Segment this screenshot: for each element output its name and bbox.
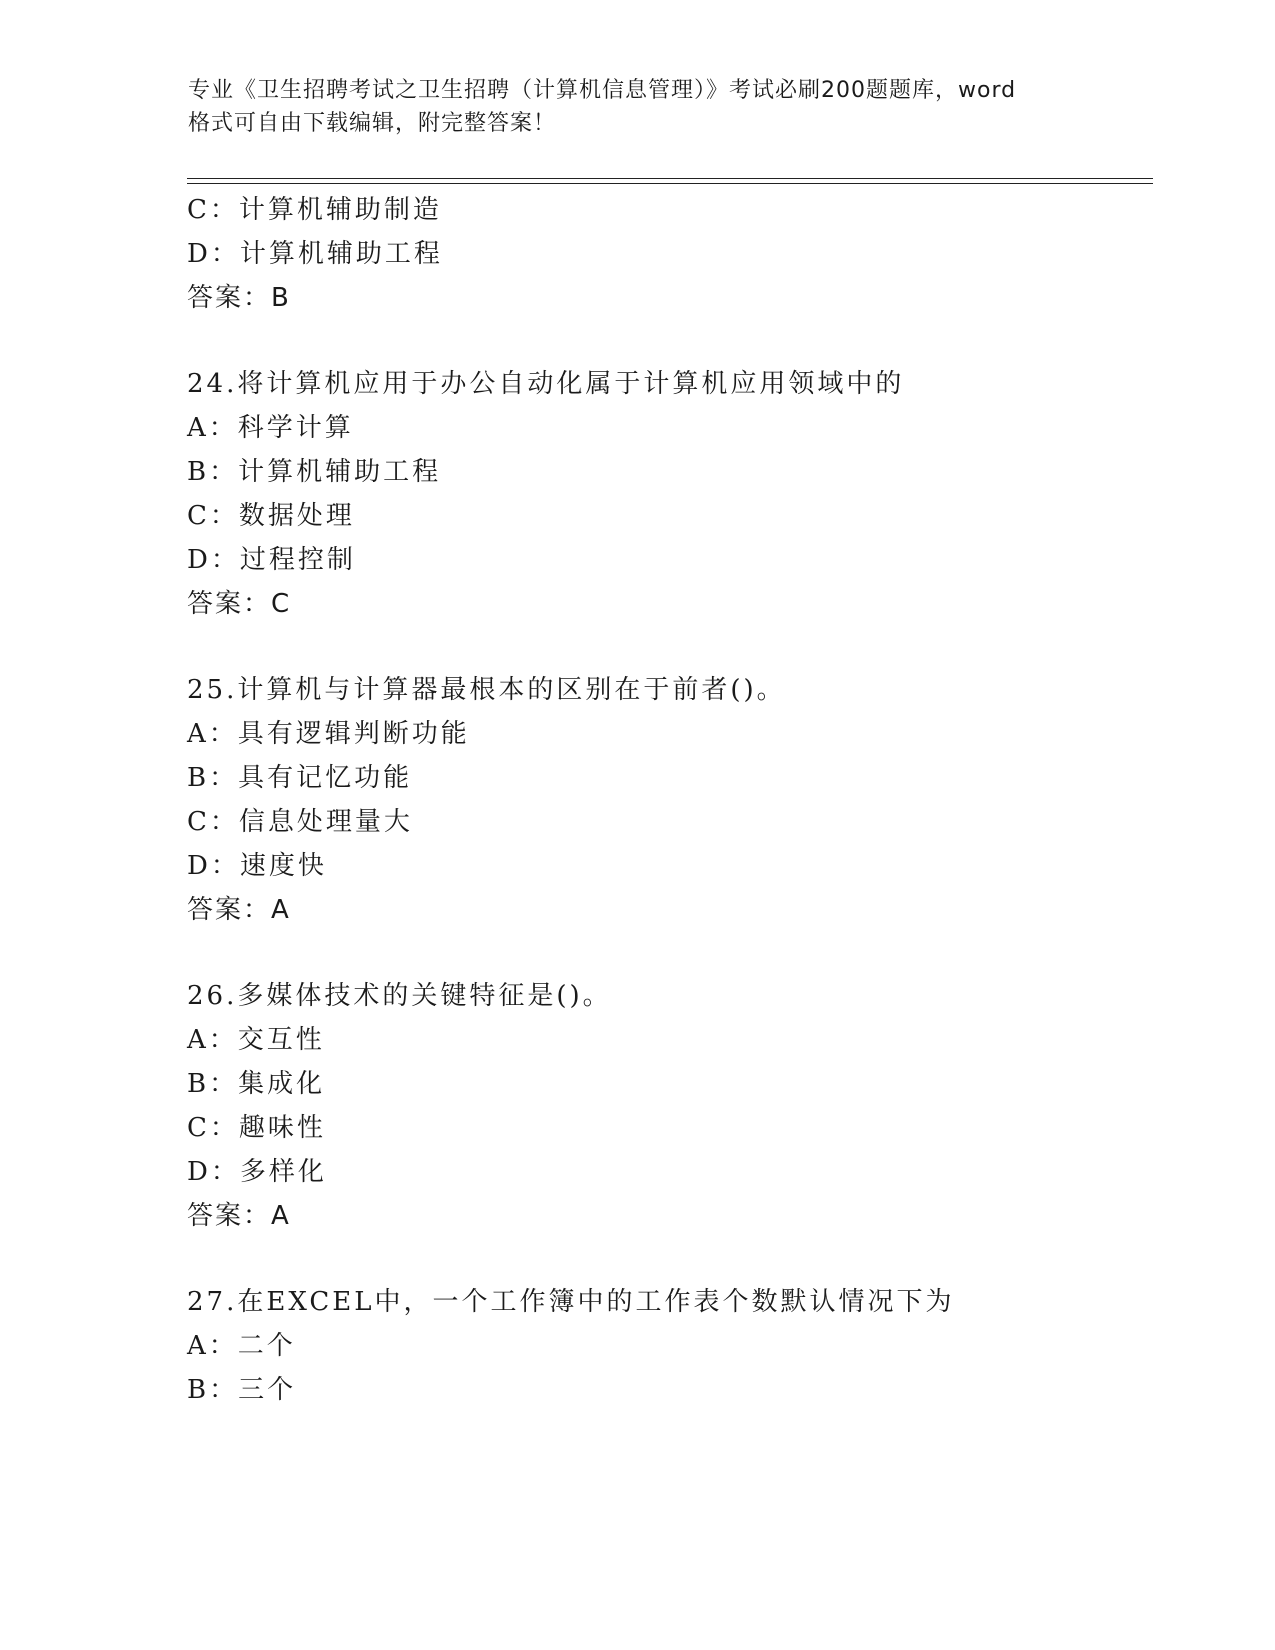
q26-option-c: C：趣味性 xyxy=(187,1113,326,1143)
header-divider-bottom xyxy=(187,183,1153,184)
q27-question: 27.在EXCEL中，一个工作簿中的工作表个数默认情况下为 xyxy=(187,1287,955,1317)
header-line-2: 格式可自由下载编辑，附完整答案！ xyxy=(188,111,557,136)
q24-option-a: A：科学计算 xyxy=(187,413,354,443)
q26-answer: 答案：A xyxy=(187,1201,291,1231)
q25-option-d: D：速度快 xyxy=(187,851,327,881)
q24-option-b: B：计算机辅助工程 xyxy=(187,457,442,487)
q25-answer: 答案：A xyxy=(187,895,291,925)
q27-option-b: B：三个 xyxy=(187,1375,297,1405)
q25-option-a: A：具有逻辑判断功能 xyxy=(187,719,470,749)
q26-question: 26.多媒体技术的关键特征是()。 xyxy=(187,981,612,1011)
q26-option-d: D：多样化 xyxy=(187,1157,327,1187)
q24-question: 24.将计算机应用于办公自动化属于计算机应用领域中的 xyxy=(187,369,905,399)
q24-option-d: D：过程控制 xyxy=(187,545,356,575)
q25-option-c: C：信息处理量大 xyxy=(187,807,413,837)
q25-question: 25.计算机与计算器最根本的区别在于前者()。 xyxy=(187,675,786,705)
header-line-1: 专业《卫生招聘考试之卫生招聘（计算机信息管理）》考试必刷200题题库，word xyxy=(188,78,1017,103)
q23-option-d: D：计算机辅助工程 xyxy=(187,239,443,269)
q25-option-b: B：具有记忆功能 xyxy=(187,763,413,793)
q24-answer: 答案：C xyxy=(187,589,292,619)
q27-option-a: A：二个 xyxy=(187,1331,296,1361)
document-header xyxy=(188,74,1088,140)
q24-option-c: C：数据处理 xyxy=(187,501,355,531)
q23-option-c: C：计算机辅助制造 xyxy=(187,195,442,225)
header-divider-top xyxy=(187,178,1153,179)
q26-option-a: A：交互性 xyxy=(187,1025,325,1055)
q26-option-b: B：集成化 xyxy=(187,1069,326,1099)
q23-answer: 答案：B xyxy=(187,283,291,313)
